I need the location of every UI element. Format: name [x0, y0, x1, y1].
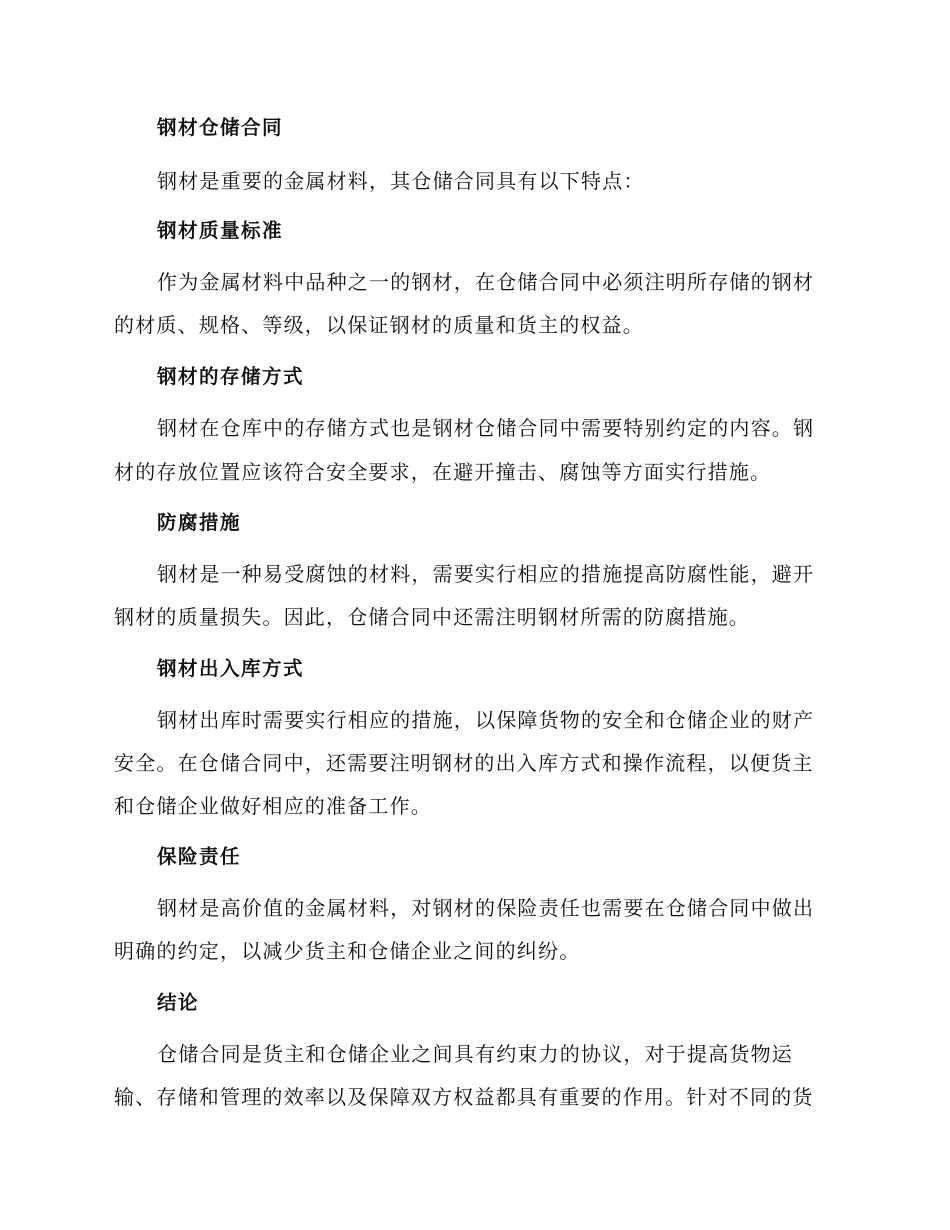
section-heading-anticorrosion: 防腐措施: [157, 511, 242, 534]
paragraph-line: 安全。在仓储合同中，还需要注明钢材的出入库方式和操作流程，以便货主: [114, 751, 814, 775]
paragraph-line: 作为金属材料中品种之一的钢材，在仓储合同中必须注明所存储的钢材: [157, 270, 815, 294]
paragraph-line: 仓储合同是货主和仓储企业之间具有约束力的协议，对于提高货物运: [157, 1042, 793, 1066]
paragraph-line: 钢材在仓库中的存储方式也是钢材仓储合同中需要特别约定的内容。钢: [157, 416, 815, 440]
paragraph-line: 和仓储企业做好相应的准备工作。: [114, 794, 432, 818]
section-heading-conclusion: 结论: [157, 991, 200, 1014]
paragraph-line: 输、存储和管理的效率以及保障双方权益都具有重要的作用。针对不同的货: [114, 1085, 814, 1109]
document-title: 钢材仓储合同: [157, 116, 284, 139]
section-heading-quality: 钢材质量标准: [157, 219, 284, 242]
paragraph-line: 的材质、规格、等级，以保证钢材的质量和货主的权益。: [114, 313, 644, 337]
paragraph-line: 材的存放位置应该符合安全要求，在避开撞击、腐蚀等方面实行措施。: [114, 460, 772, 484]
section-heading-insurance: 保险责任: [157, 845, 242, 868]
paragraph-line: 钢材是一种易受腐蚀的材料，需要实行相应的措施提高防腐性能，避开: [157, 562, 815, 586]
paragraph-line: 钢材的质量损失。因此，仓储合同中还需注明钢材所需的防腐措施。: [114, 605, 750, 629]
paragraph-line: 钢材是高价值的金属材料，对钢材的保险责任也需要在仓储合同中做出: [157, 896, 815, 920]
section-heading-inout: 钢材出入库方式: [157, 657, 305, 680]
paragraph-line: 钢材出库时需要实行相应的措施，以保障货物的安全和仓储企业的财产: [157, 708, 815, 732]
paragraph-line: 明确的约定，以减少货主和仓储企业之间的纠纷。: [114, 939, 581, 963]
intro-paragraph: 钢材是重要的金属材料，其仓储合同具有以下特点：: [157, 169, 645, 193]
section-heading-storage: 钢材的存储方式: [157, 365, 305, 388]
